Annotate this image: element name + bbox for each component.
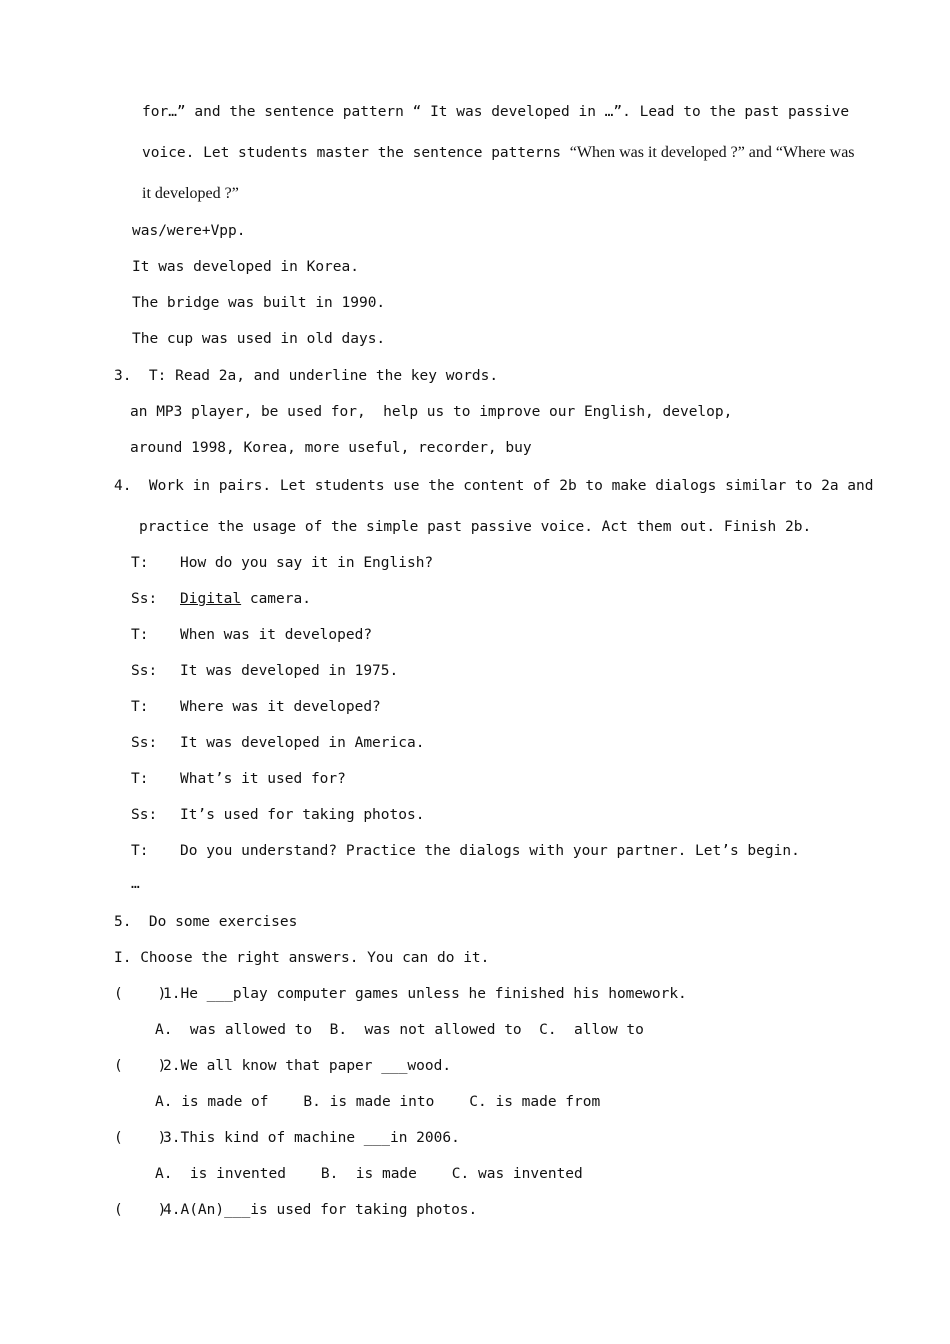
intro-line-2-text: voice. Let students master the sentence patterns bbox=[142, 145, 570, 161]
step-4-heading-cont: practice the usage of the simple past passive voice. Act them out. Finish 2b. bbox=[139, 519, 812, 535]
grammar-example: The cup was used in old days. bbox=[132, 331, 386, 347]
step-4-heading: 4. Work in pairs. Let students use the content of 2b to make dialogs similar to 2a and bbox=[114, 478, 874, 494]
answer-blank-parens: ( ) bbox=[114, 1130, 167, 1146]
dialog-text: It’s used for taking photos. bbox=[180, 807, 425, 823]
dialog-text: How do you say it in English? bbox=[180, 555, 434, 571]
answer-blank-parens: ( ) bbox=[114, 1202, 167, 1218]
exercise-section-title: I. Choose the right answers. You can do it. bbox=[114, 950, 490, 966]
speaker-label: Ss: bbox=[131, 735, 158, 751]
dialog-text: It was developed in America. bbox=[180, 735, 425, 751]
question-stem: 1.He ___play computer games unless he finished his homework. bbox=[163, 986, 687, 1002]
keywords-line: an MP3 player, be used for, help us to improve our English, develop, bbox=[130, 404, 733, 420]
speaker-label: T: bbox=[131, 627, 149, 643]
intro-line-2 bbox=[142, 143, 855, 163]
dialog-text: Where was it developed? bbox=[180, 699, 381, 715]
intro-line-2-quote: “When was it developed ?” and “Where was bbox=[569, 144, 855, 161]
speaker-label: T: bbox=[131, 555, 149, 571]
dialog-text-rest: camera. bbox=[241, 591, 311, 607]
step-5-heading: 5. Do some exercises bbox=[114, 914, 298, 930]
grammar-formula: was/were+Vpp. bbox=[132, 223, 246, 239]
dialog-text: It was developed in 1975. bbox=[180, 663, 399, 679]
answer-blank-parens: ( ) bbox=[114, 1058, 167, 1074]
question-stem: 3.This kind of machine ___in 2006. bbox=[163, 1130, 460, 1146]
speaker-label: T: bbox=[131, 843, 149, 859]
dialog-text: Do you understand? Practice the dialogs with your partner. Let’s begin. bbox=[180, 843, 800, 859]
speaker-label: T: bbox=[131, 771, 149, 787]
question-options: A. is invented B. is made C. was invented bbox=[155, 1166, 583, 1182]
grammar-example: It was developed in Korea. bbox=[132, 259, 359, 275]
question-stem: 2.We all know that paper ___wood. bbox=[163, 1058, 452, 1074]
question-options: A. was allowed to B. was not allowed to C. allow to bbox=[155, 1022, 644, 1038]
speaker-label: Ss: bbox=[131, 663, 158, 679]
question-stem: 4.A(An)___is used for taking photos. bbox=[163, 1202, 478, 1218]
step-3-heading: 3. T: Read 2a, and underline the key words. bbox=[114, 368, 499, 384]
speaker-label: T: bbox=[131, 699, 149, 715]
keywords-line: around 1998, Korea, more useful, recorder, buy bbox=[130, 440, 532, 456]
underlined-word: Digital bbox=[180, 591, 242, 607]
dialog-text bbox=[180, 589, 311, 609]
dialog-text: What’s it used for? bbox=[180, 771, 346, 787]
grammar-example: The bridge was built in 1990. bbox=[132, 295, 386, 311]
speaker-label: Ss: bbox=[131, 807, 158, 823]
answer-blank-parens: ( ) bbox=[114, 986, 167, 1002]
speaker-label: Ss: bbox=[131, 591, 158, 607]
intro-line-3: it developed ?” bbox=[142, 185, 239, 202]
question-options: A. is made of B. is made into C. is made from bbox=[155, 1094, 601, 1110]
dialog-text: When was it developed? bbox=[180, 627, 373, 643]
dialog-ellipsis: … bbox=[131, 876, 140, 892]
intro-line-1: for…” and the sentence pattern “ It was developed in …”. Lead to the past passive bbox=[142, 104, 850, 120]
